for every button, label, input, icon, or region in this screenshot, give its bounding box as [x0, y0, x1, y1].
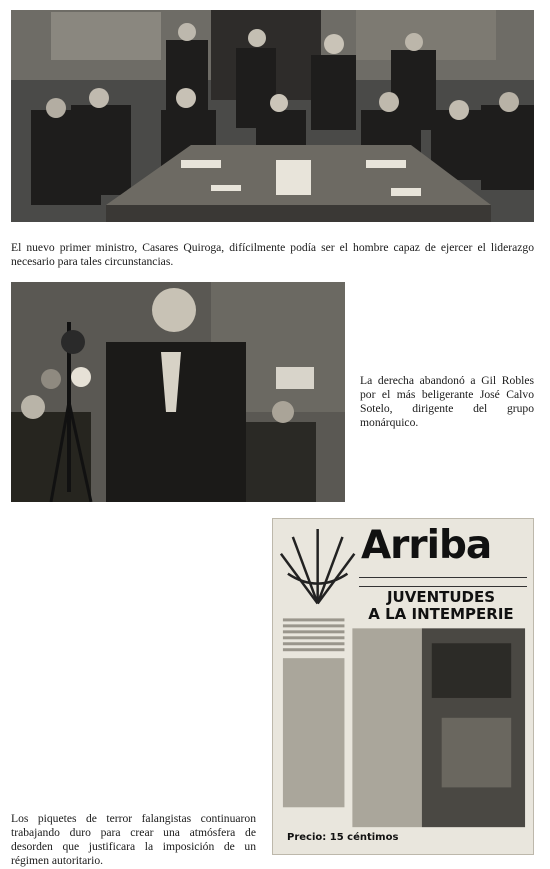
figure-caption: La derecha abandonó a Gil Robles por el más beligerante José Calvo Sotelo, dirigente del grupo monárquico. — [360, 373, 534, 429]
figure-caption: Los piquetes de terror falangistas continuaron trabajando duro para crear una atmósfera de desorden que justificara la imposición de un régimen autoritario. — [11, 811, 256, 867]
speaker-at-microphone-photo — [11, 282, 345, 502]
newspaper-masthead: Arriba — [361, 523, 492, 568]
figure-caption: El nuevo primer ministro, Casares Quiroga, difícilmente podía ser el hombre capaz de ejercer el liderazgo necesario para tales circunstancias. — [11, 240, 534, 268]
newspaper-price: Precio: 15 céntimos — [287, 832, 399, 843]
newspaper-front-page — [272, 518, 534, 855]
headline-line: JUVENTUDES — [386, 588, 496, 606]
newspaper-headline — [353, 589, 529, 623]
newspaper-dateline — [359, 577, 527, 587]
headline-line: A LA INTEMPERIE — [368, 605, 514, 623]
cabinet-meeting-photo — [11, 10, 534, 222]
